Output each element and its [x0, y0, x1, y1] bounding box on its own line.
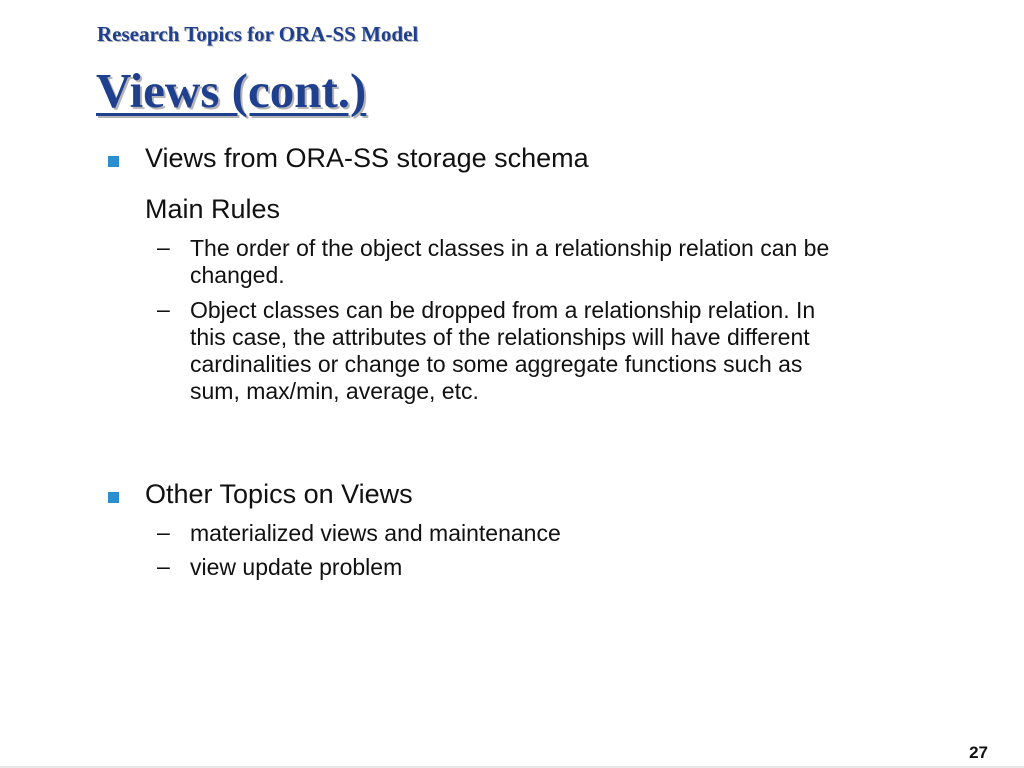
- dash-bullet-icon: –: [157, 553, 170, 579]
- list-item-line: The order of the object classes in a relationship relation can be: [190, 235, 830, 261]
- list-item-line: this case, the attributes of the relationships will have different: [190, 324, 810, 350]
- page-number: 27: [969, 743, 988, 762]
- slide-title: Views (cont.): [96, 63, 367, 118]
- dash-bullet-icon: –: [157, 234, 170, 260]
- square-bullet-icon: [108, 492, 119, 503]
- sub-heading: Main Rules: [145, 194, 281, 224]
- list-item-line: cardinalities or change to some aggregate functions such as: [190, 351, 803, 377]
- list-item-line: sum, max/min, average, etc.: [190, 378, 479, 404]
- list-item-line: Object classes can be dropped from a relationship relation. In: [190, 297, 816, 323]
- bullet-text: Other Topics on Views: [145, 479, 413, 509]
- slide-subtitle: Research Topics for ORA-SS Model: [97, 22, 419, 46]
- list-item-line: changed.: [190, 262, 285, 288]
- dash-bullet-icon: –: [157, 519, 170, 545]
- bullet-text: Views from ORA-SS storage schema: [145, 143, 589, 173]
- dash-bullet-icon: –: [157, 296, 170, 322]
- list-item: view update problem: [190, 554, 403, 580]
- list-item: materialized views and maintenance: [190, 520, 561, 546]
- square-bullet-icon: [108, 156, 119, 167]
